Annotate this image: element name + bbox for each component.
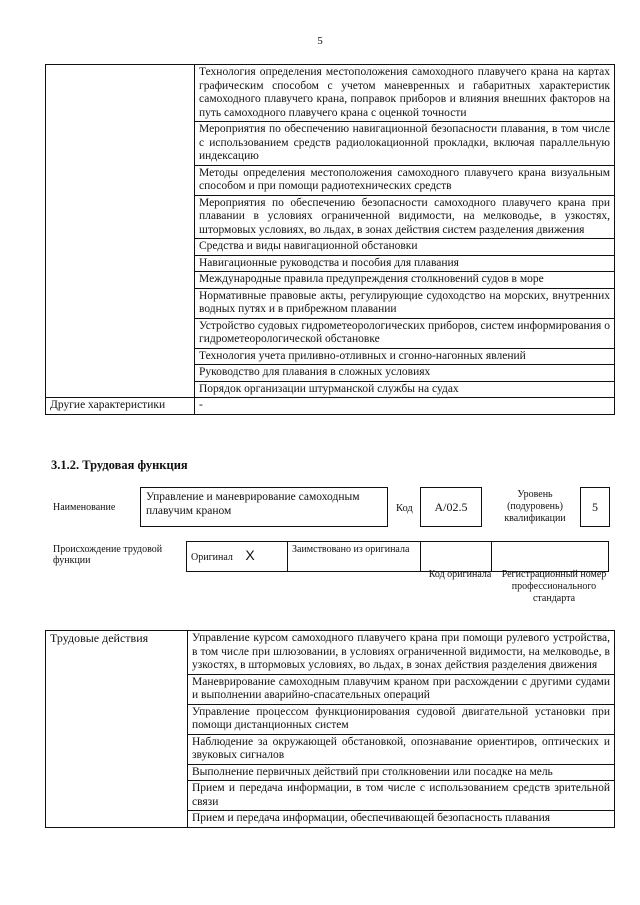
code-label: Код	[396, 503, 413, 514]
knowledge-row: Руководство для плавания в сложных условиях	[195, 365, 615, 382]
function-name-box: Управление и маневрирование самоходным плавучим краном	[140, 487, 388, 527]
action-row: Выполнение первичных действий при столкновении или посадке на мель	[188, 764, 615, 781]
origin-label: Происхождение трудовой функции	[53, 544, 163, 566]
knowledge-row: Мероприятия по обеспечению навигационной безопасности плавания, в том числе с использованием средств радиолокационной прокладки, включая параллельную индексацию	[195, 122, 615, 166]
knowledge-row: Средства и виды навигационной обстановки	[195, 239, 615, 256]
original-label: Оригинал	[191, 552, 233, 563]
origin-table	[186, 541, 609, 572]
knowledge-row: Навигационные руководства и пособия для плавания	[195, 255, 615, 272]
reg-number-label: Регистрационный номер профессионального стандарта	[501, 569, 607, 604]
page-number: 5	[317, 35, 323, 47]
action-row: Наблюдение за окружающей обстановкой, опознавание ориентиров, оптических и звуковых сигналов	[188, 734, 615, 764]
level-box: 5	[580, 487, 610, 527]
name-label: Наименование	[53, 502, 116, 513]
level-label: Уровень (подуровень) квалификации	[504, 489, 566, 524]
knowledge-row: Методы определения местоположения самоходного плавучего крана визуальным способом и при помощи радиотехнических средств	[195, 165, 615, 195]
action-row: Прием и передача информации, обеспечивающей безопасность плавания	[188, 811, 615, 828]
code-original-label: Код оригинала	[428, 569, 492, 580]
knowledge-row: Технология учета приливно-отливных и сгонно-нагонных явлений	[195, 348, 615, 365]
knowledge-row: Устройство судовых гидрометеорологических приборов, систем информирования о гидрометеорологической обстановке	[195, 318, 615, 348]
reg-number-cell	[492, 542, 609, 572]
knowledge-table	[45, 64, 615, 415]
action-row: Прием и передача информации, в том числе с использованием средств зрительной связи	[188, 781, 615, 811]
left-cell-empty	[46, 65, 195, 398]
knowledge-row: Мероприятия по обеспечению безопасности самоходного плавучего крана при плавании в условиях ограниченной видимости, на мелководье, в узкостях, штормовых условиях, во льдах, в зонах действия систем разделения движения	[195, 195, 615, 239]
knowledge-row: Технология определения местоположения самоходного плавучего крана на картах графическим способом с учетом маневренных и габаритных характеристик самоходного плавучего крана, поправок приборов и влияния внешних факторов на путь самоходного плавучего крана с оценкой точности	[195, 65, 615, 122]
action-row: Маневрирование самоходным плавучим краном при расхождении с другими судами и выполнении аварийно-спасательных операций	[188, 674, 615, 704]
table-row	[187, 542, 609, 572]
section-title: 3.1.2. Трудовая функция	[51, 458, 188, 472]
table-row	[46, 398, 615, 415]
other-characteristics-label: Другие характеристики	[46, 398, 195, 415]
original-mark: X	[245, 547, 255, 563]
table-row	[46, 631, 615, 675]
table-row	[46, 65, 615, 122]
actions-table	[45, 630, 615, 828]
action-row: Управление курсом самоходного плавучего крана при помощи рулевого устройства, в том числе при шлюзовании, в условиях ограниченной видимости, на мелководье, в узкостях, в штормовых условиях, во льдах, в зонах действия разделения движения	[188, 631, 615, 675]
function-code-box: А/02.5	[420, 487, 482, 527]
original-cell	[187, 542, 288, 572]
code-original-cell	[421, 542, 492, 572]
action-row: Управление процессом функционирования судовой двигательной установки при помощи дистанционных систем	[188, 704, 615, 734]
actions-label: Трудовые действия	[46, 631, 188, 828]
knowledge-row: Нормативные правовые акты, регулирующие судоходство на морских, внутренних водных путях и в прибрежном плавании	[195, 288, 615, 318]
other-characteristics-value: -	[195, 398, 615, 415]
knowledge-row: Порядок организации штурманской службы на судах	[195, 381, 615, 398]
borrowed-label: Заимствовано из оригинала	[288, 542, 421, 572]
knowledge-row: Международные правила предупреждения столкновений судов в море	[195, 272, 615, 289]
